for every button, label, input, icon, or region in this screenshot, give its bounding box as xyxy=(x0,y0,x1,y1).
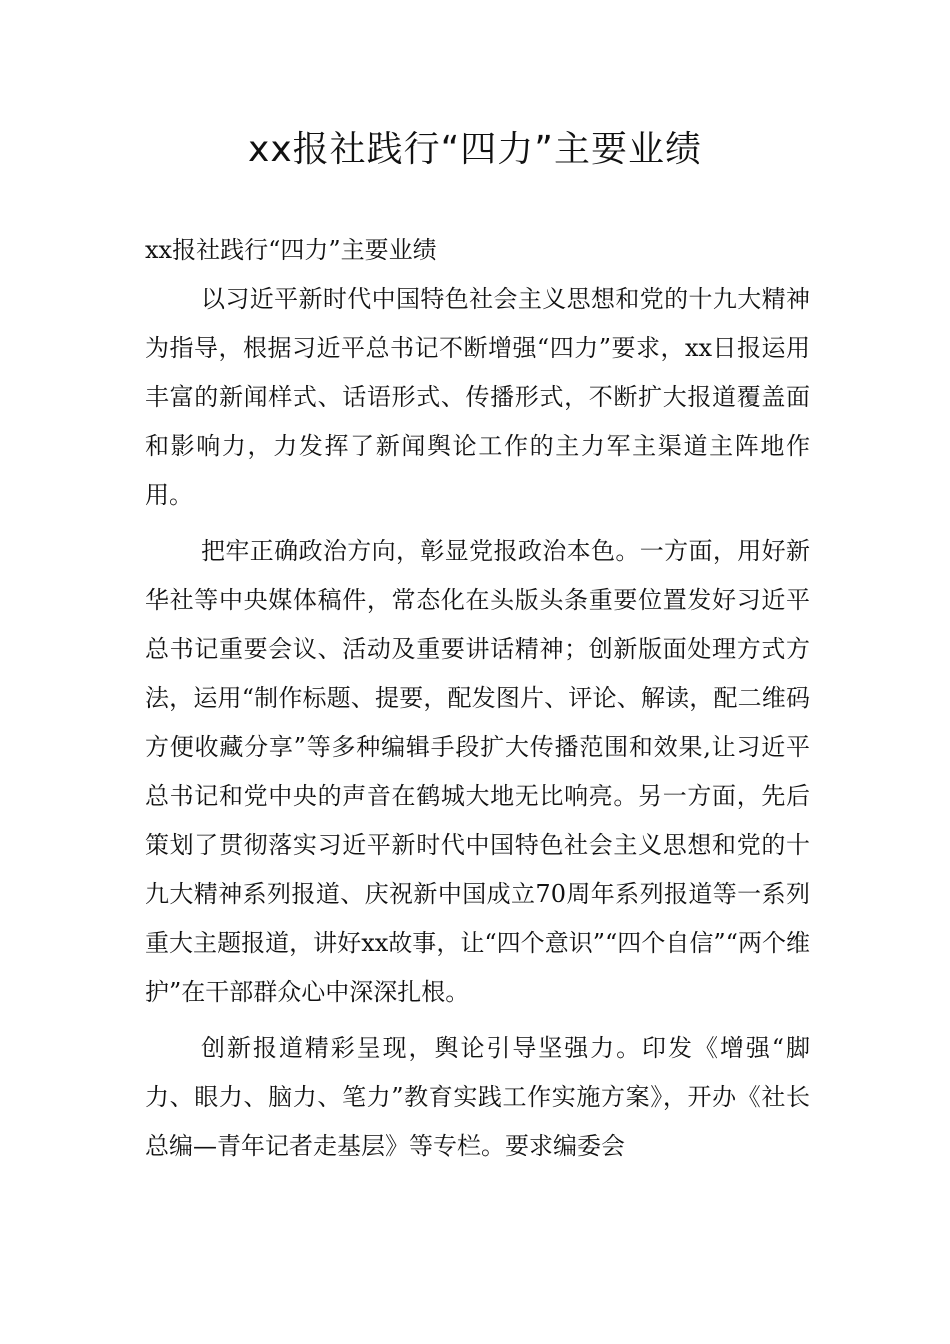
document-body xyxy=(145,226,810,1171)
document-title: xx报社践行“四力”主要业绩 xyxy=(248,129,702,170)
paragraph-political-direction: 把牢正确政治方向，彰显党报政治本色。一方面，用好新华社等中央媒体稿件，常态化在头版头条重要位置发好习近平总书记重要会议、活动及重要讲话精神；创新版面处理方式方法，运用“制作标题、提要，配发图片、评论、解读，配二维码方便收藏分享”等多种编辑手段扩大传播范围和效果,让习近平总书记和党中央的声音在鹤城大地无比响亮。另一方面，先后策划了贯彻落实习近平新时代中国特色社会主义思想和党的十九大精神系列报道、庆祝新中国成立70周年系列报道等一系列重大主题报道，讲好xx故事，让“四个意识”“四个自信”“两个维护”在干部群众心中深深扎根。 xyxy=(145,537,810,1006)
paragraph-intro: 以习近平新时代中国特色社会主义思想和党的十九大精神为指导，根据习近平总书记不断增强“四力”要求，xx日报运用丰富的新闻样式、话语形式、传播形式，不断扩大报道覆盖面和影响力，力发挥了新闻舆论工作的主力军主渠道主阵地作用。 xyxy=(145,285,810,509)
document-subtitle: xx报社践行“四力”主要业绩 xyxy=(145,236,437,264)
paragraph-innovative-reporting: 创新报道精彩呈现，舆论引导坚强力。印发《增强“脚力、眼力、脑力、笔力”教育实践工作实施方案》，开办《社长总编—青年记者走基层》等专栏。要求编委会 xyxy=(145,1034,810,1160)
